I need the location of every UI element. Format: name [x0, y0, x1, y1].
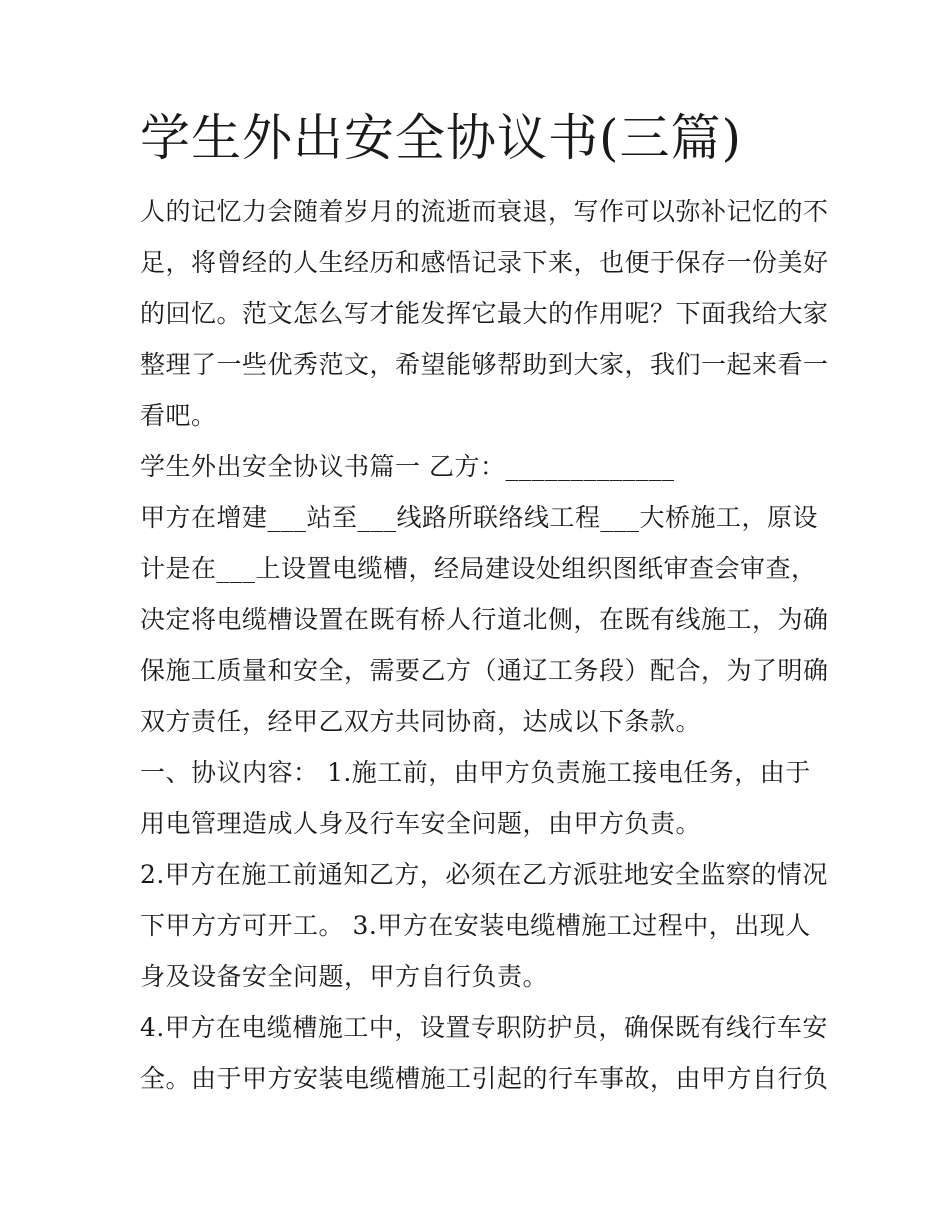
document-title: 学生外出安全协议书(三篇) [140, 109, 743, 167]
section-heading-paragraph: 学生外出安全协议书篇一 乙方：_____________ [140, 452, 675, 481]
intro-paragraph: 人的记忆力会随着岁月的流逝而衰退，写作可以弥补记忆的不足，将曾经的人生经历和感悟记录下来，也便于保存一份美好的回忆。范文怎么写才能发挥它最大的作用呢？下面我给大家整理了一些优秀范文，希望能够帮助到大家，我们一起来看一看吧。 [140, 197, 829, 430]
clause-1-paragraph: 一、协议内容： 1.施工前，由甲方负责施工接电任务，由于用电管理造成人身及行车安全问题，由甲方负责。 [140, 758, 811, 838]
clause-4-paragraph: 4.甲方在电缆槽施工中，设置专职防护员，确保既有线行车安全。由于甲方安装电缆槽施工引起的行车事故，由甲方自行负 [140, 1013, 829, 1093]
document-page [140, 108, 830, 1104]
clause-2-3-paragraph: 2.甲方在施工前通知乙方，必须在乙方派驻地安全监察的情况下甲方方可开工。 3.甲方在安装电缆槽施工过程中，出现人身及设备安全问题，甲方自行负责。 [140, 860, 828, 991]
background-paragraph: 甲方在增建___站至___线路所联络线工程___大桥施工，原设计是在___上设置电缆槽，经局建设处组织图纸审查会审查，决定将电缆槽设置在既有桥人行道北侧，在既有线施工，为确保施工质量和安全，需要乙方（通辽工务段）配合，为了明确双方责任，经甲乙双方共同协商，达成以下条款。 [140, 503, 829, 736]
